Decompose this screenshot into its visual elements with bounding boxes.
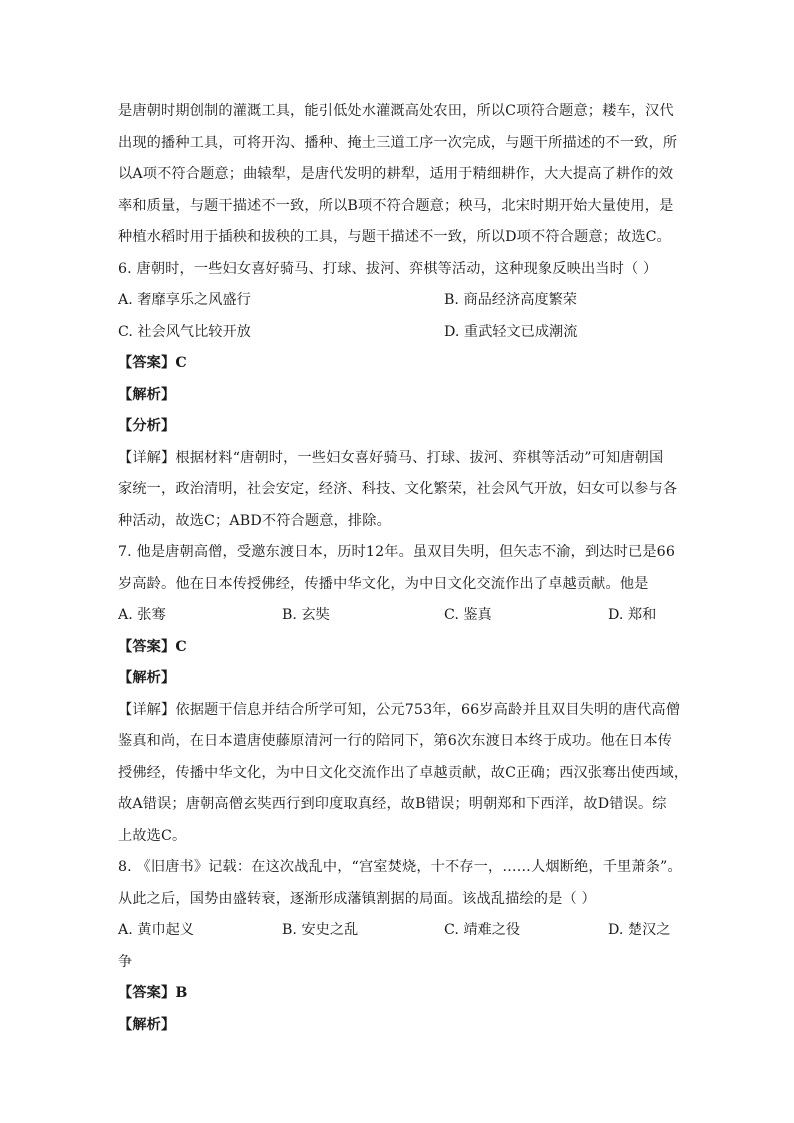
q6-option-c: C. 社会风气比较开放 (118, 323, 251, 340)
q7-answer: 【答案】C (118, 638, 187, 655)
prev-analysis-line: 率和质量，与题干描述不一致，所以B项不符合题意；秧马，北宋时期开始大量使用，是 (118, 197, 674, 214)
prev-analysis-line: 以A项不符合题意；曲辕犁，是唐代发明的耕犁，适用于精细耕作，大大提高了耕作的效 (118, 166, 674, 182)
q7-stem-line: 岁高龄。他在日本传授佛经，传播中华文化，为中日文化交流作出了卓越贡献。他是 (118, 575, 649, 592)
q8-option-d: D. 楚汉之 (608, 922, 671, 938)
q6-options-row-1 (118, 285, 678, 317)
q6-detail-line: 【详解】根据材料“唐朝时，一些妇女喜好骑马、打球、拔河、弈棋等活动”可知唐朝国 (118, 449, 664, 466)
prev-analysis-line: 种植水稻时用于插秧和拔秧的工具，与题干描述不一致，所以D项不符合题意；故选C。 (118, 229, 672, 245)
q8-option-wrap: 争 (118, 953, 133, 970)
q7-option-b: B. 玄奘 (282, 607, 330, 623)
q6-fenxi-heading: 【分析】 (118, 418, 176, 434)
q7-option-c: C. 鉴真 (444, 607, 492, 623)
q6-option-b: B. 商品经济高度繁荣 (444, 292, 577, 308)
q6-detail-line: 种活动，故选C；ABD不符合题意，排除。 (118, 512, 391, 529)
q8-answer: 【答案】B (118, 985, 188, 1001)
prev-analysis-line: 是唐朝时期创制的灌溉工具，能引低处水灌溉高处农田，所以C项符合题意；耧车，汉代 (118, 103, 674, 119)
q6-detail-line: 家统一，政治清明，社会安定，经济、科技、文化繁荣，社会风气开放，妇女可以参与各 (118, 481, 678, 497)
q8-jiexi-heading: 【解析】 (118, 1016, 176, 1033)
q7-detail-line: 上故选C。 (118, 827, 187, 844)
q7-jiexi-heading: 【解析】 (118, 670, 176, 686)
q8-option-a: A. 黄巾起义 (118, 922, 195, 938)
q8-stem-line: 8. 《旧唐书》记载：在这次战乱中，“宫室焚烧，十不存一，……人烟断绝，千里萧条”。 (118, 859, 682, 875)
prev-analysis-line: 出现的播种工具，可将开沟、播种、掩土三道工序一次完成，与题干所描述的不一致，所 (118, 134, 678, 151)
document-content (118, 96, 689, 1041)
q6-option-a: A. 奢靡享乐之风盛行 (118, 292, 251, 308)
q8-option-c: C. 靖难之役 (444, 922, 521, 938)
q7-option-a: A. 张骞 (118, 607, 166, 623)
q8-stem-line: 从此之后，国势由盛转衰，逐渐形成藩镇割据的局面。该战乱描绘的是（ ） (118, 890, 596, 907)
q6-stem: 6. 唐朝时，一些妇女喜好骑马、打球、拔河、弈棋等活动，这种现象反映出当时（ ） (118, 260, 658, 277)
q7-options-row (118, 600, 678, 632)
q7-detail-line: 授佛经，传播中华文化，为中日文化交流作出了卓越贡献，故C正确；西汉张骞出使西域， (118, 764, 689, 781)
q7-option-d: D. 郑和 (608, 607, 657, 623)
q6-option-d: D. 重武轻文已成潮流 (444, 323, 578, 340)
q6-jiexi-heading: 【解析】 (118, 386, 176, 403)
q7-detail-line: 鉴真和尚，在日本遣唐使藤原清河一行的陪同下，第6次东渡日本终于成功。他在日本传 (118, 733, 673, 749)
q6-answer: 【答案】C (118, 355, 187, 371)
q8-option-b: B. 安史之乱 (282, 922, 359, 938)
q7-detail-line: 故A错误；唐朝高僧玄奘西行到印度取真经，故B错误；明朝郑和下西洋，故D错误。综 (118, 796, 667, 812)
q7-detail-line: 【详解】依据题干信息并结合所学可知，公元753年，66岁高龄并且双目失明的唐代高僧 (118, 701, 681, 718)
q8-options-row (118, 915, 678, 947)
q6-options-row-2 (118, 317, 678, 349)
q7-stem-line: 7. 他是唐朝高僧，受邀东渡日本，历时12年。虽双目失明，但矢志不渝，到达时已是66 (118, 544, 676, 560)
